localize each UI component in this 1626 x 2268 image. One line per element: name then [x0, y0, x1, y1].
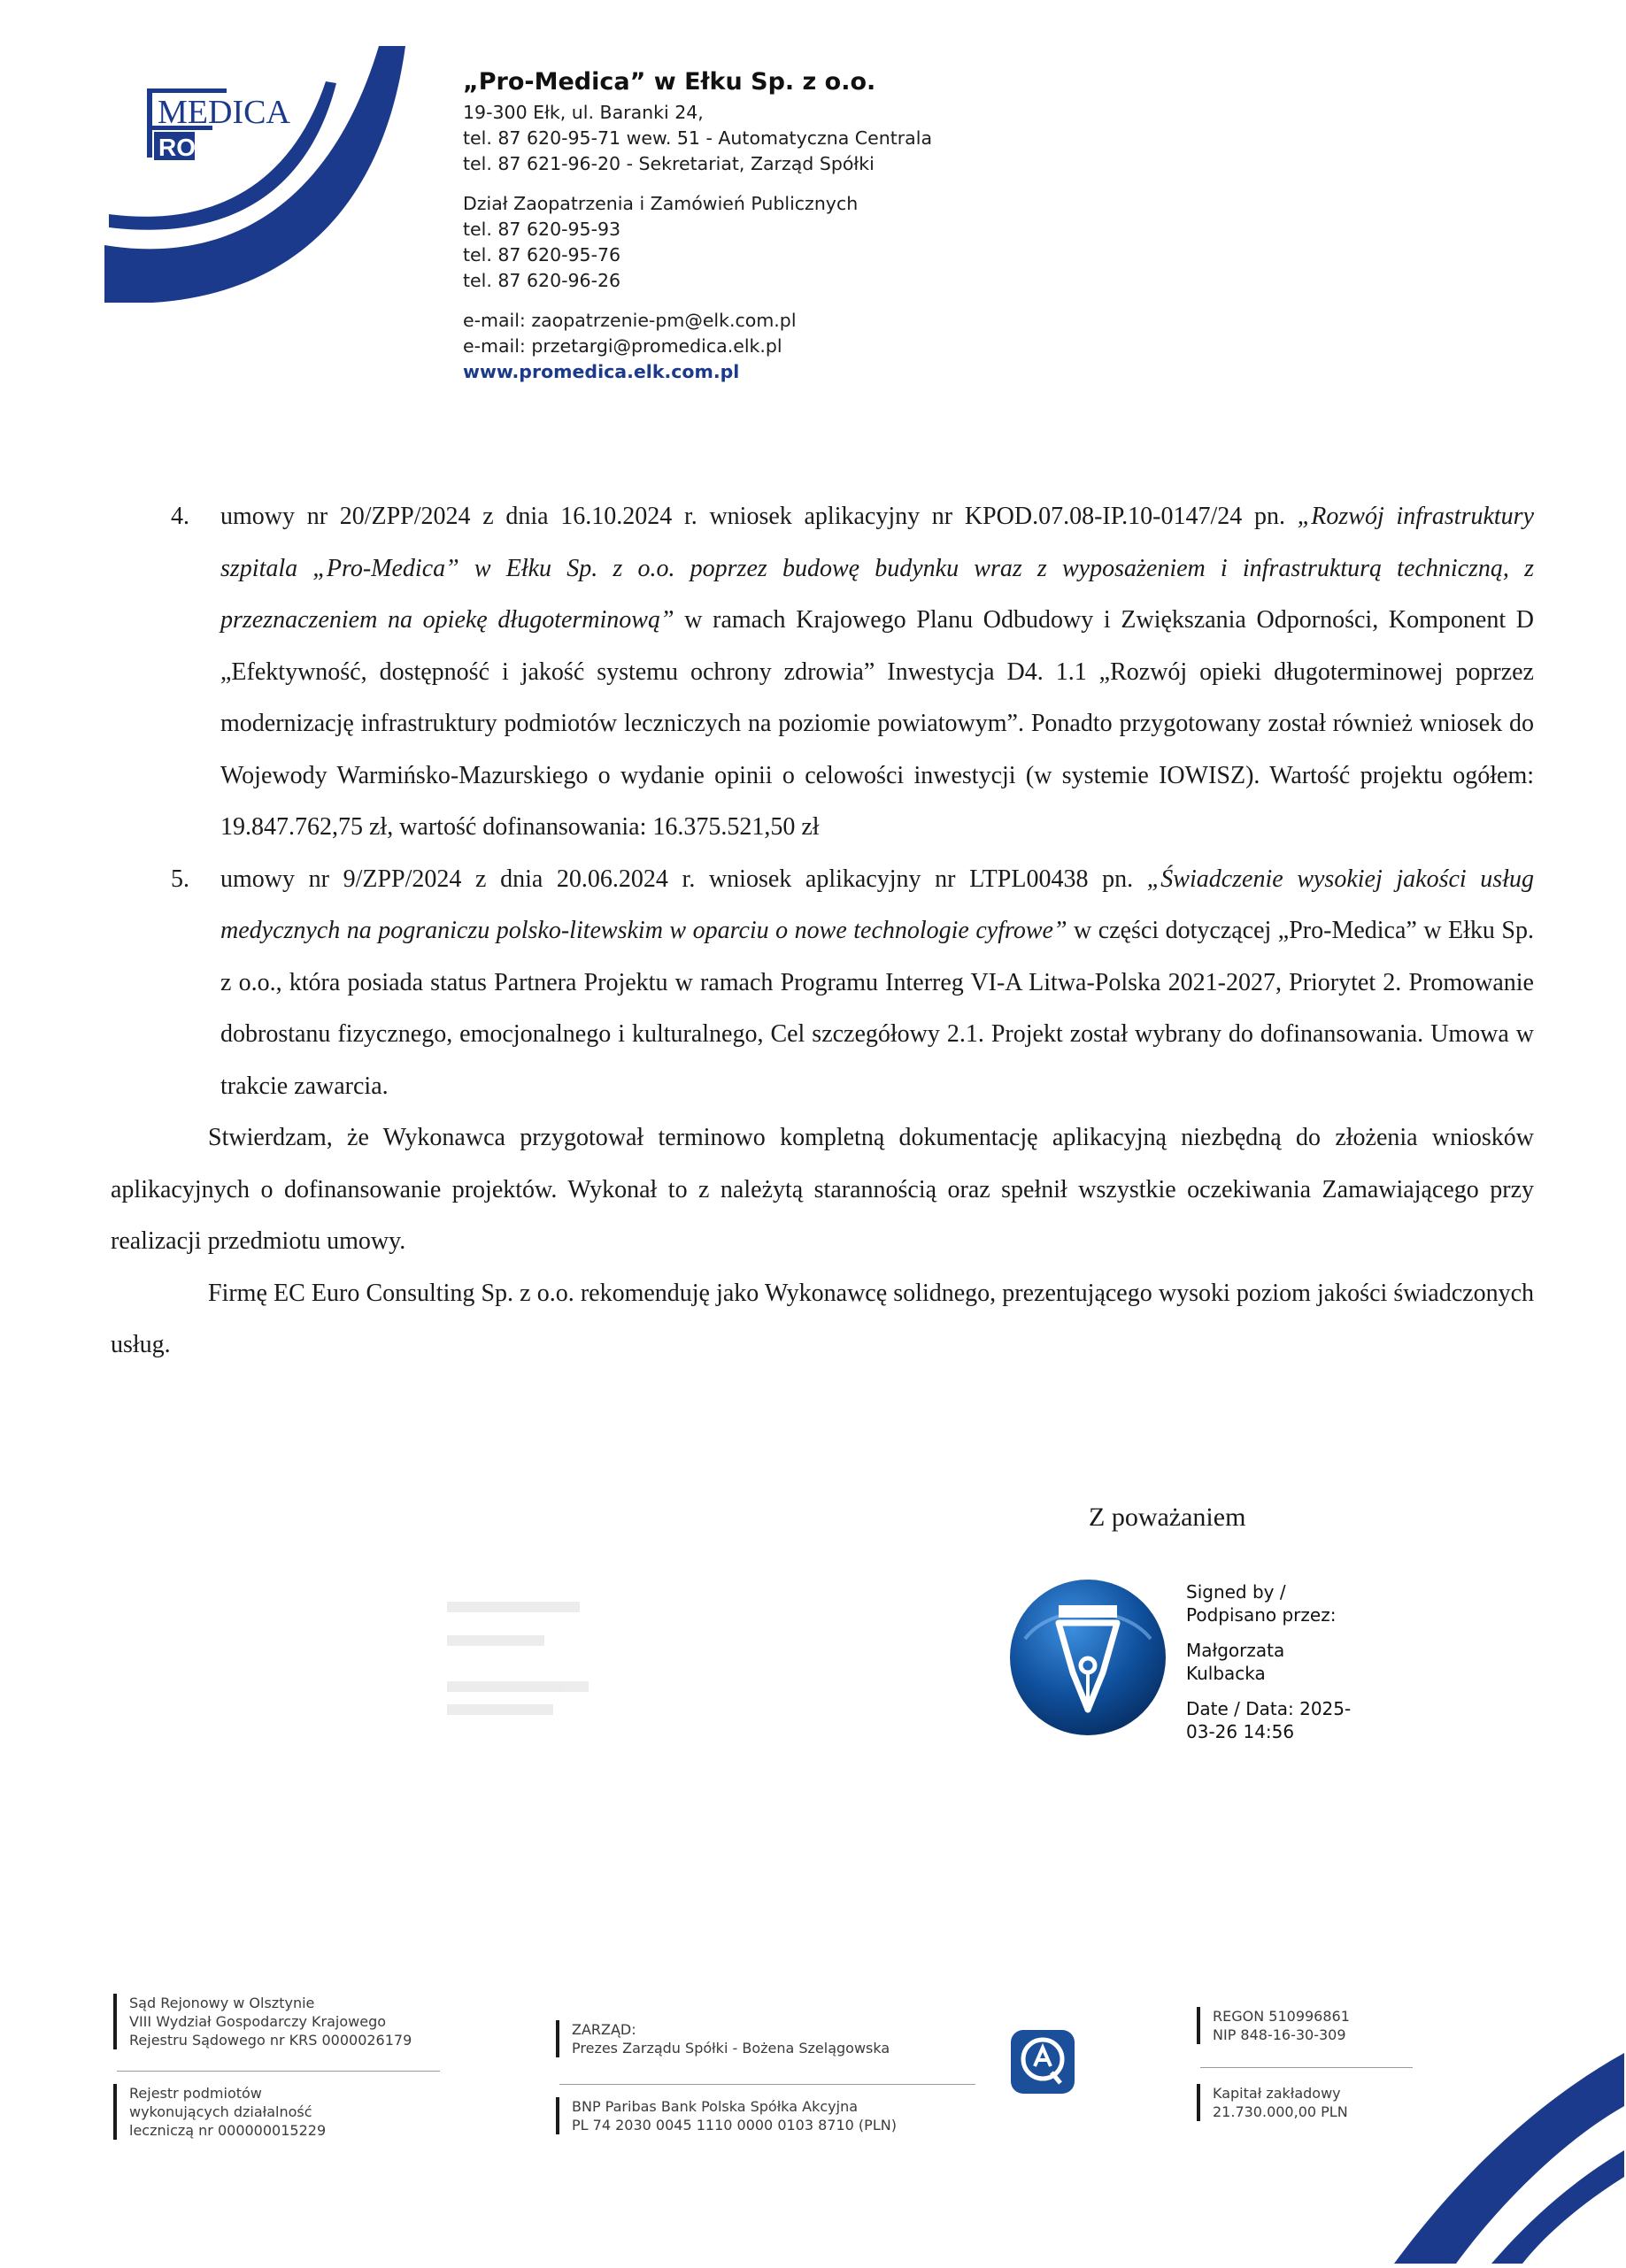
phone-secretariat: tel. 87 621-96-20 - Sekretariat, Zarząd Spółki	[463, 153, 875, 174]
footer-line: Rejestr podmiotów	[129, 2085, 262, 2102]
list-item	[111, 491, 1534, 854]
list-number: 4.	[171, 503, 189, 530]
signed-by-label-pl: Podpisano przez:	[1186, 1604, 1337, 1626]
footer-line: ZARZĄD:	[572, 2021, 636, 2038]
statement-paragraph: Stwierdzam, że Wykonawca przygotował terminowo kompletną dokumentację aplikacyjną niezbędną do złożenia wniosków aplikacyjnych o dofinansowanie projektów. Wykonał to z należytą starannością oraz spełnił wszystkie oczekiwania Zamawiającego przy realizacji przedmiotu umowy.	[111, 1124, 1534, 1255]
company-name: „Pro-Medica” w Ełku Sp. z o.o.	[463, 68, 876, 96]
list-number: 5.	[171, 865, 189, 893]
email-line: e-mail: przetargi@promedica.elk.pl	[463, 335, 782, 357]
logo-text-medica: MEDICA	[158, 94, 290, 131]
faint-stamp-trace	[447, 1593, 651, 1761]
letter-body	[111, 491, 1534, 1372]
logo-text-ro: RO	[158, 134, 196, 161]
company-address: 19-300 Ełk, ul. Baranki 24,	[463, 102, 704, 123]
email-line: e-mail: zaopatrzenie-pm@elk.com.pl	[463, 310, 797, 331]
footer-line: PL 74 2030 0045 1110 0000 0103 8710 (PLN)	[572, 2117, 897, 2133]
footer-divider	[559, 2084, 975, 2085]
footer-line: BNP Paribas Bank Polska Spółka Akcyjna	[572, 2098, 859, 2115]
signer-first-name: Małgorzata	[1186, 1640, 1285, 1661]
signature-date-label: Date / Data: 2025-	[1186, 1698, 1352, 1719]
footer-line: leczniczą nr 000000015229	[129, 2122, 327, 2139]
footer-line: Sąd Rejonowy w Olsztynie	[129, 1995, 315, 2011]
list-item-text	[220, 491, 1534, 854]
footer-line: NIP 848-16-30-309	[1213, 2026, 1346, 2043]
recommendation-paragraph: Firmę EC Euro Consulting Sp. z o.o. rekomenduję jako Wykonawcę solidnego, prezentującego wysoki poziom jakości świadczonych usług.	[111, 1279, 1534, 1358]
quality-certificate-icon	[1007, 2026, 1078, 2097]
footer-line: Rejestru Sądowego nr KRS 0000026179	[129, 2032, 412, 2049]
logo-swoosh-graphic	[104, 46, 405, 303]
signer-last-name: Kulbacka	[1186, 1663, 1266, 1684]
item-lead: umowy nr 9/ZPP/2024 z dnia 20.06.2024 r. wniosek aplikacyjny nr LTPL00438 pn.	[220, 865, 1147, 893]
footer-medical-register	[113, 2084, 448, 2140]
signed-by-label: Signed by /	[1186, 1581, 1286, 1603]
project-title: „Świadczenie wysokiej jakości usług medycznych na pograniczu polsko-litewskim w oparciu o nowe technologie cyfrowe”	[220, 865, 1534, 944]
dept-phone: tel. 87 620-95-93	[463, 219, 621, 240]
dept-phone: tel. 87 620-95-76	[463, 244, 621, 265]
closing-salutation: Z poważaniem	[1089, 1503, 1246, 1532]
dept-phone: tel. 87 620-96-26	[463, 270, 621, 291]
footer-board	[556, 2020, 997, 2057]
footer-line: Kapitał zakładowy	[1213, 2085, 1341, 2102]
footer-line: VIII Wydział Gospodarczy Krajowego	[129, 2013, 387, 2030]
footer-court-registry	[113, 1994, 448, 2049]
department-name: Dział Zaopatrzenia i Zamówień Publicznych	[463, 193, 859, 214]
website-link[interactable]: www.promedica.elk.com.pl	[463, 361, 740, 382]
digital-signature-badge	[1007, 1577, 1168, 1738]
company-contact-block	[463, 66, 1083, 385]
signature-date-value: 03-26 14:56	[1186, 1721, 1295, 1742]
pen-nib-icon	[1007, 1577, 1168, 1738]
list-item	[111, 854, 1534, 1113]
footer-line: 21.730.000,00 PLN	[1213, 2103, 1348, 2120]
item-lead: umowy nr 20/ZPP/2024 z dnia 16.10.2024 r. wniosek aplikacyjny nr KPOD.07.08-IP.10-0147/24 pn.	[220, 503, 1298, 530]
footer-line: Prezes Zarządu Spółki - Bożena Szelągowska	[572, 2040, 890, 2057]
phone-central: tel. 87 620-95-71 wew. 51 - Automatyczna Centrala	[463, 127, 933, 149]
project-title: „Rozwój infrastruktury szpitala „Pro-Medica” w Ełku Sp. z o.o. poprzez budowę budynku wraz z wyposażeniem i infrastrukturą techniczną, z przeznaczeniem na opiekę długoterminową”	[220, 503, 1534, 634]
signature-details	[1186, 1580, 1390, 1743]
footer-divider	[117, 2071, 440, 2072]
list-item-text	[220, 854, 1534, 1113]
item-rest: w części dotyczącej „Pro-Medica” w Ełku Sp. z o.o., która posiada status Partnera Projektu w ramach Programu Interreg VI-A Litwa-Polska 2021-2027, Priorytet 2. Promowanie dobrostanu fizycznego, emocjonalnego i kulturalnego, Cel szczegółowy 2.1. Projekt został wybrany do dofinansowania. Umowa w trakcie zawarcia.	[220, 917, 1534, 1100]
item-rest: w ramach Krajowego Planu Odbudowy i Zwiększania Odporności, Komponent D „Efektywność, dostępność i jakość systemu ochrony zdrowia” Inwestycja D4. 1.1 „Rozwój opieki długoterminowej poprzez modernizację infrastruktury podmiotów leczniczych na poziomie powiatowym”. Ponadto przygotowany został również wniosek do Wojewody Warmińsko-Mazurskiego o wydanie opinii o celowości inwestycji (w systemie IOWISZ). Wartość projektu ogółem: 19.847.762,75 zł, wartość dofinansowania: 16.375.521,50 zł	[220, 606, 1534, 841]
company-logo	[104, 46, 405, 303]
footer-swoosh-graphic	[1359, 2035, 1624, 2264]
footer-line: wykonujących działalność	[129, 2103, 312, 2120]
footer-bank	[556, 2097, 997, 2134]
footer-line: REGON 510996861	[1213, 2008, 1350, 2025]
